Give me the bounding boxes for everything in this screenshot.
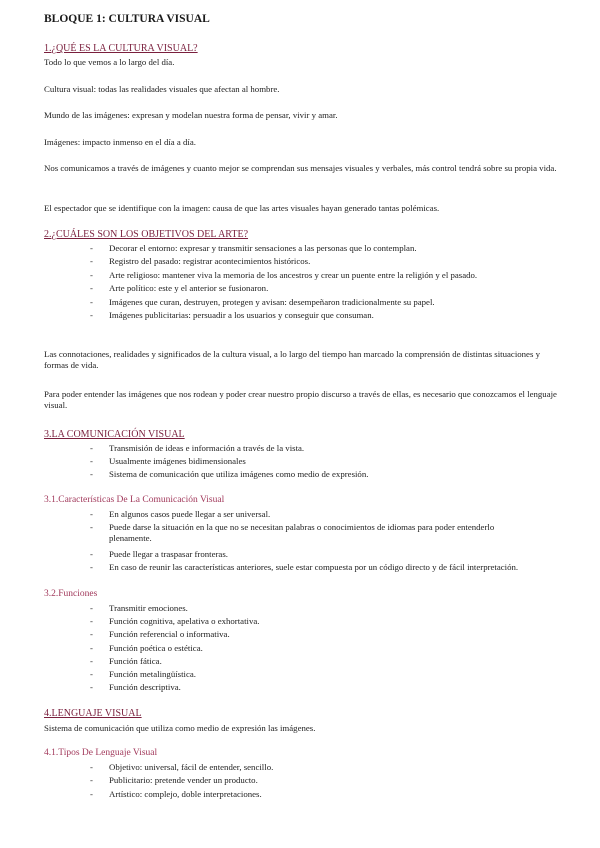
subsection-3-1-heading: 3.1.Características De La Comunicación Visual	[44, 495, 225, 505]
paragraph: Sistema de comunicación que utiliza como medio de expresión las imágenes.	[44, 723, 316, 733]
section-2-heading: 2.¿CUÁLES SON LOS OBJETIVOS DEL ARTE?	[44, 229, 249, 240]
paragraph: El espectador que se identifique con la imagen: causa de que las artes visuales hayan generado tantas polémicas.	[44, 203, 440, 213]
section-1-heading: 1.¿QUÉ ES LA CULTURA VISUAL?	[44, 43, 198, 54]
paragraph: Las connotaciones, realidades y significados de la cultura visual, a lo largo del tiempo han marcado la comprensión de distintas situaciones y formas de vida.	[44, 349, 540, 370]
paragraph: Imágenes: impacto inmenso en el día a día.	[44, 137, 196, 147]
paragraph: Cultura visual: todas las realidades visuales que afectan al hombre.	[44, 84, 280, 94]
section-4-heading: 4.LENGUAJE VISUAL	[44, 708, 142, 719]
subsection-3-2-heading: 3.2.Funciones	[44, 589, 98, 599]
paragraph: Para poder entender las imágenes que nos rodean y poder crear nuestro propio discurso a través de ellas, es necesario que conozcamos el lenguaje visual.	[44, 389, 557, 410]
paragraph: Mundo de las imágenes: expresan y modelan nuestra forma de pensar, vivir y amar.	[44, 110, 338, 120]
paragraph: Todo lo que vemos a lo largo del día.	[44, 57, 175, 67]
document-page: BLOQUE 1: CULTURA VISUAL 1.¿QUÉ ES LA CULTURA VISUAL? Todo lo que vemos a lo largo del día. Cultura visual: todas las realidades visuales que afectan al hombre. Mundo de las imágenes: expresan y modelan nuestra forma de pensar, vivir y amar. Imágenes: impacto inmenso en el día a día. Nos comunicamos a través de imágenes y cuanto mejor se comprendan sus mensajes visuales y verbales, más control tendrá sobre su propia vida. El espectador que se identifique con la imagen: causa de que las artes visuales hayan generado tantas polémicas. 2.¿CUÁLES SON LOS OBJETIVOS DEL ARTE? - Decorar el entorno: expresar y transmitir sensaciones a las personas que lo contemplan. - Registro del pasado: registrar acontecimientos históricos. - Arte religioso: mantener viva la memoria de los ancestros y crear un puente entre la religión y el pasado. - Arte político: este y el anterior se fusionaron. - Imágenes que curan, destruyen, protegen y avisan: desempeñaron tradicionalmente su papel. - Imágenes publicitarias: persuadir a los usuarios y conseguir que consuman. Las connotaciones, realidades y significados de la cultura visual, a lo largo del tiempo han marcado la comprensión de distintas situaciones y formas de vida. Para poder entender las imágenes que nos rodean y poder crear nuestro propio discurso a través de ellas, es necesario que conozcamos el lenguaje visual. 3.LA COMUNICACIÓN VISUAL - Transmisión de ideas e información a través de la vista. - Usualmente imágenes bidimensionales - Sistema de comunicación que utiliza imágenes como medio de expresión. 3.1.Características De La Comunicación Visual - En algunos casos puede llegar a ser universal. - Puede darse la situación en la que no se necesitan palabras o conocimientos de idiomas para poder entenderlo plenamente. - Puede llegar a traspasar fronteras. - En caso de reunir las características anteriores, suele estar compuesta por un código directo y de fácil interpretación. 3.2.Funciones - Transmitir emociones. - Función cognitiva, apelativa o exhortativa. - Función referencial o informativa. - Función poética o estética. - Función fática. - Función metalingüística. - Función descriptiva. 4.LENGUAJE VISUAL Sistema de comunicación que utiliza como medio de expresión las imágenes. 4.1.Tipos De Lenguaje Visual - Objetivo: universal, fácil de entender, sencillo. - Publicitario: pretende vender un producto. - Artístico: complejo, doble interpretaciones.	[0, 0, 600, 848]
paragraph: Nos comunicamos a través de imágenes y cuanto mejor se comprendan sus mensajes visuales y verbales, más control tendrá sobre su propia vida.	[44, 163, 557, 173]
document-title: BLOQUE 1: CULTURA VISUAL	[44, 13, 210, 25]
subsection-4-1-heading: 4.1.Tipos De Lenguaje Visual	[44, 748, 158, 758]
section-3-heading: 3.LA COMUNICACIÓN VISUAL	[44, 429, 185, 440]
